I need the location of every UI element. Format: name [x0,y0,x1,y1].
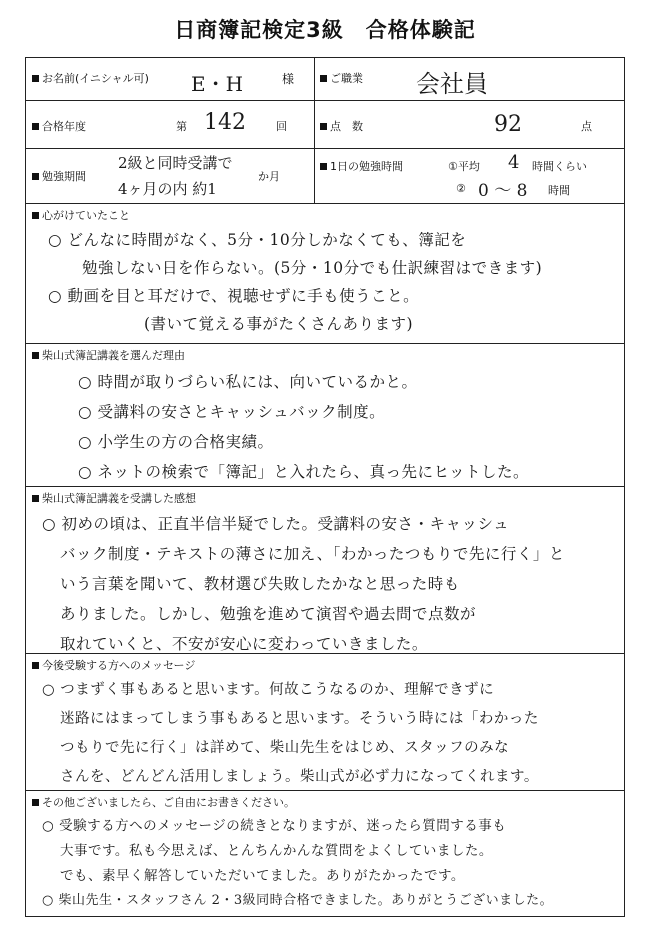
section-line: 取れていくと、不安が安心に変わっていきました。 [60,635,428,653]
exam-number: 142 [204,110,246,135]
daily-avg-unit: 時間くらい [532,160,587,173]
section-line: 勉強しない日を作らない。(5分・10分でも仕訳練習はできます) [82,259,543,277]
daily-avg-value: 4 [508,152,520,173]
section-line: 迷路にはまってしまう事もあると思います。そういう時には「わかった [60,711,539,727]
section-line: ○ 受講料の安さとキャッシュバック制度。 [78,403,386,421]
section-title-reason: 柴山式簿記講義を選んだ理由 [32,347,185,363]
section-title-mindset: 心がけていたこと [32,207,130,223]
exam-prefix: 第 [176,120,187,133]
page-title: 日商簿記検定3級 合格体験記 [174,18,476,42]
divider [26,148,624,149]
section-title-message: 今後受験する方へのメッセージ [32,657,195,673]
section-line: でも、素早く解答していただいてました。ありがたかったです。 [60,868,465,884]
section-line: ありました。しかし、勉強を進めて演習や過去問で点数が [60,605,477,623]
section-line: ○ 動画を目と耳だけで、視聴せずに手も使うこと。 [48,287,420,305]
score-label: 点 数 [320,118,363,134]
daily-range-prefix: ② [456,182,466,195]
section-line: さんを、どんどん活用しましょう。柴山式が必ず力になってくれます。 [60,769,539,785]
occupation-value: 会社員 [416,70,488,98]
study-period-line2: 4ヶ月の内 約1 [118,180,217,198]
divider [26,100,624,101]
name-value: E・H [191,72,244,96]
daily-avg-prefix: ①平均 [448,160,480,173]
section-title-impressions: 柴山式簿記講義を受講した感想 [32,490,196,506]
divider [26,343,624,344]
divider [26,790,624,791]
section-line: ○ ネットの検索で「簿記」と入れたら、真っ先にヒットした。 [78,463,529,481]
section-line: (書いて覚える事がたくさんあります) [144,315,414,333]
section-line: 大事です。私も今思えば、とんちんかんな質問をよくしていました。 [60,843,493,859]
section-line: ○ 受験する方へのメッセージの続きとなりますが、迷ったら質問する事も [42,818,507,834]
name-label: お名前(イニシャル可) [32,70,149,86]
section-line: ○ 時間が取りづらい私には、向いているかと。 [78,373,418,391]
score-value: 92 [494,112,522,137]
exam-year-label: 合格年度 [32,118,86,134]
section-line: ○ 柴山先生・スタッフさん 2・3級同時合格できました。ありがとうございました。 [42,893,554,908]
name-suffix: 様 [282,72,295,86]
divider [26,653,624,654]
exam-suffix: 回 [276,120,287,133]
section-line: ○ 初めの頃は、正直半信半疑でした。受講料の安さ・キャッシュ [42,515,510,533]
section-line: ○ 小学生の方の合格実績。 [78,433,274,451]
section-line: ○ つまずく事もあると思います。何故こうなるのか、理解できずに [42,682,495,698]
divider [26,203,624,204]
section-line: バック制度・テキストの薄さに加え、「わかったつもりで先に行く」と [60,545,565,563]
score-suffix: 点 [581,120,592,133]
section-line: つもりで先に行く」は詳めて、柴山先生をはじめ、スタッフのみな [60,740,510,756]
daily-range-value: 0 ～ 8 [478,181,528,201]
divider [26,486,624,487]
section-line: ○ どんなに時間がなく、5分・10分しかなくても、簿記を [48,231,467,249]
study-period-line1: 2級と同時受講で [118,154,233,172]
section-title-other: その他ございましたら、ご自由にお書きください。 [32,794,295,810]
divider [314,58,315,203]
section-line: いう言葉を聞いて、教材選び失敗したかなと思った時も [60,575,460,593]
study-period-unit: か月 [258,170,280,183]
occupation-label: ご職業 [320,70,363,86]
study-period-label: 勉強期間 [32,168,86,184]
daily-label: 1日の勉強時間 [320,158,403,174]
experience-form [25,57,625,917]
daily-range-unit: 時間 [548,184,570,197]
